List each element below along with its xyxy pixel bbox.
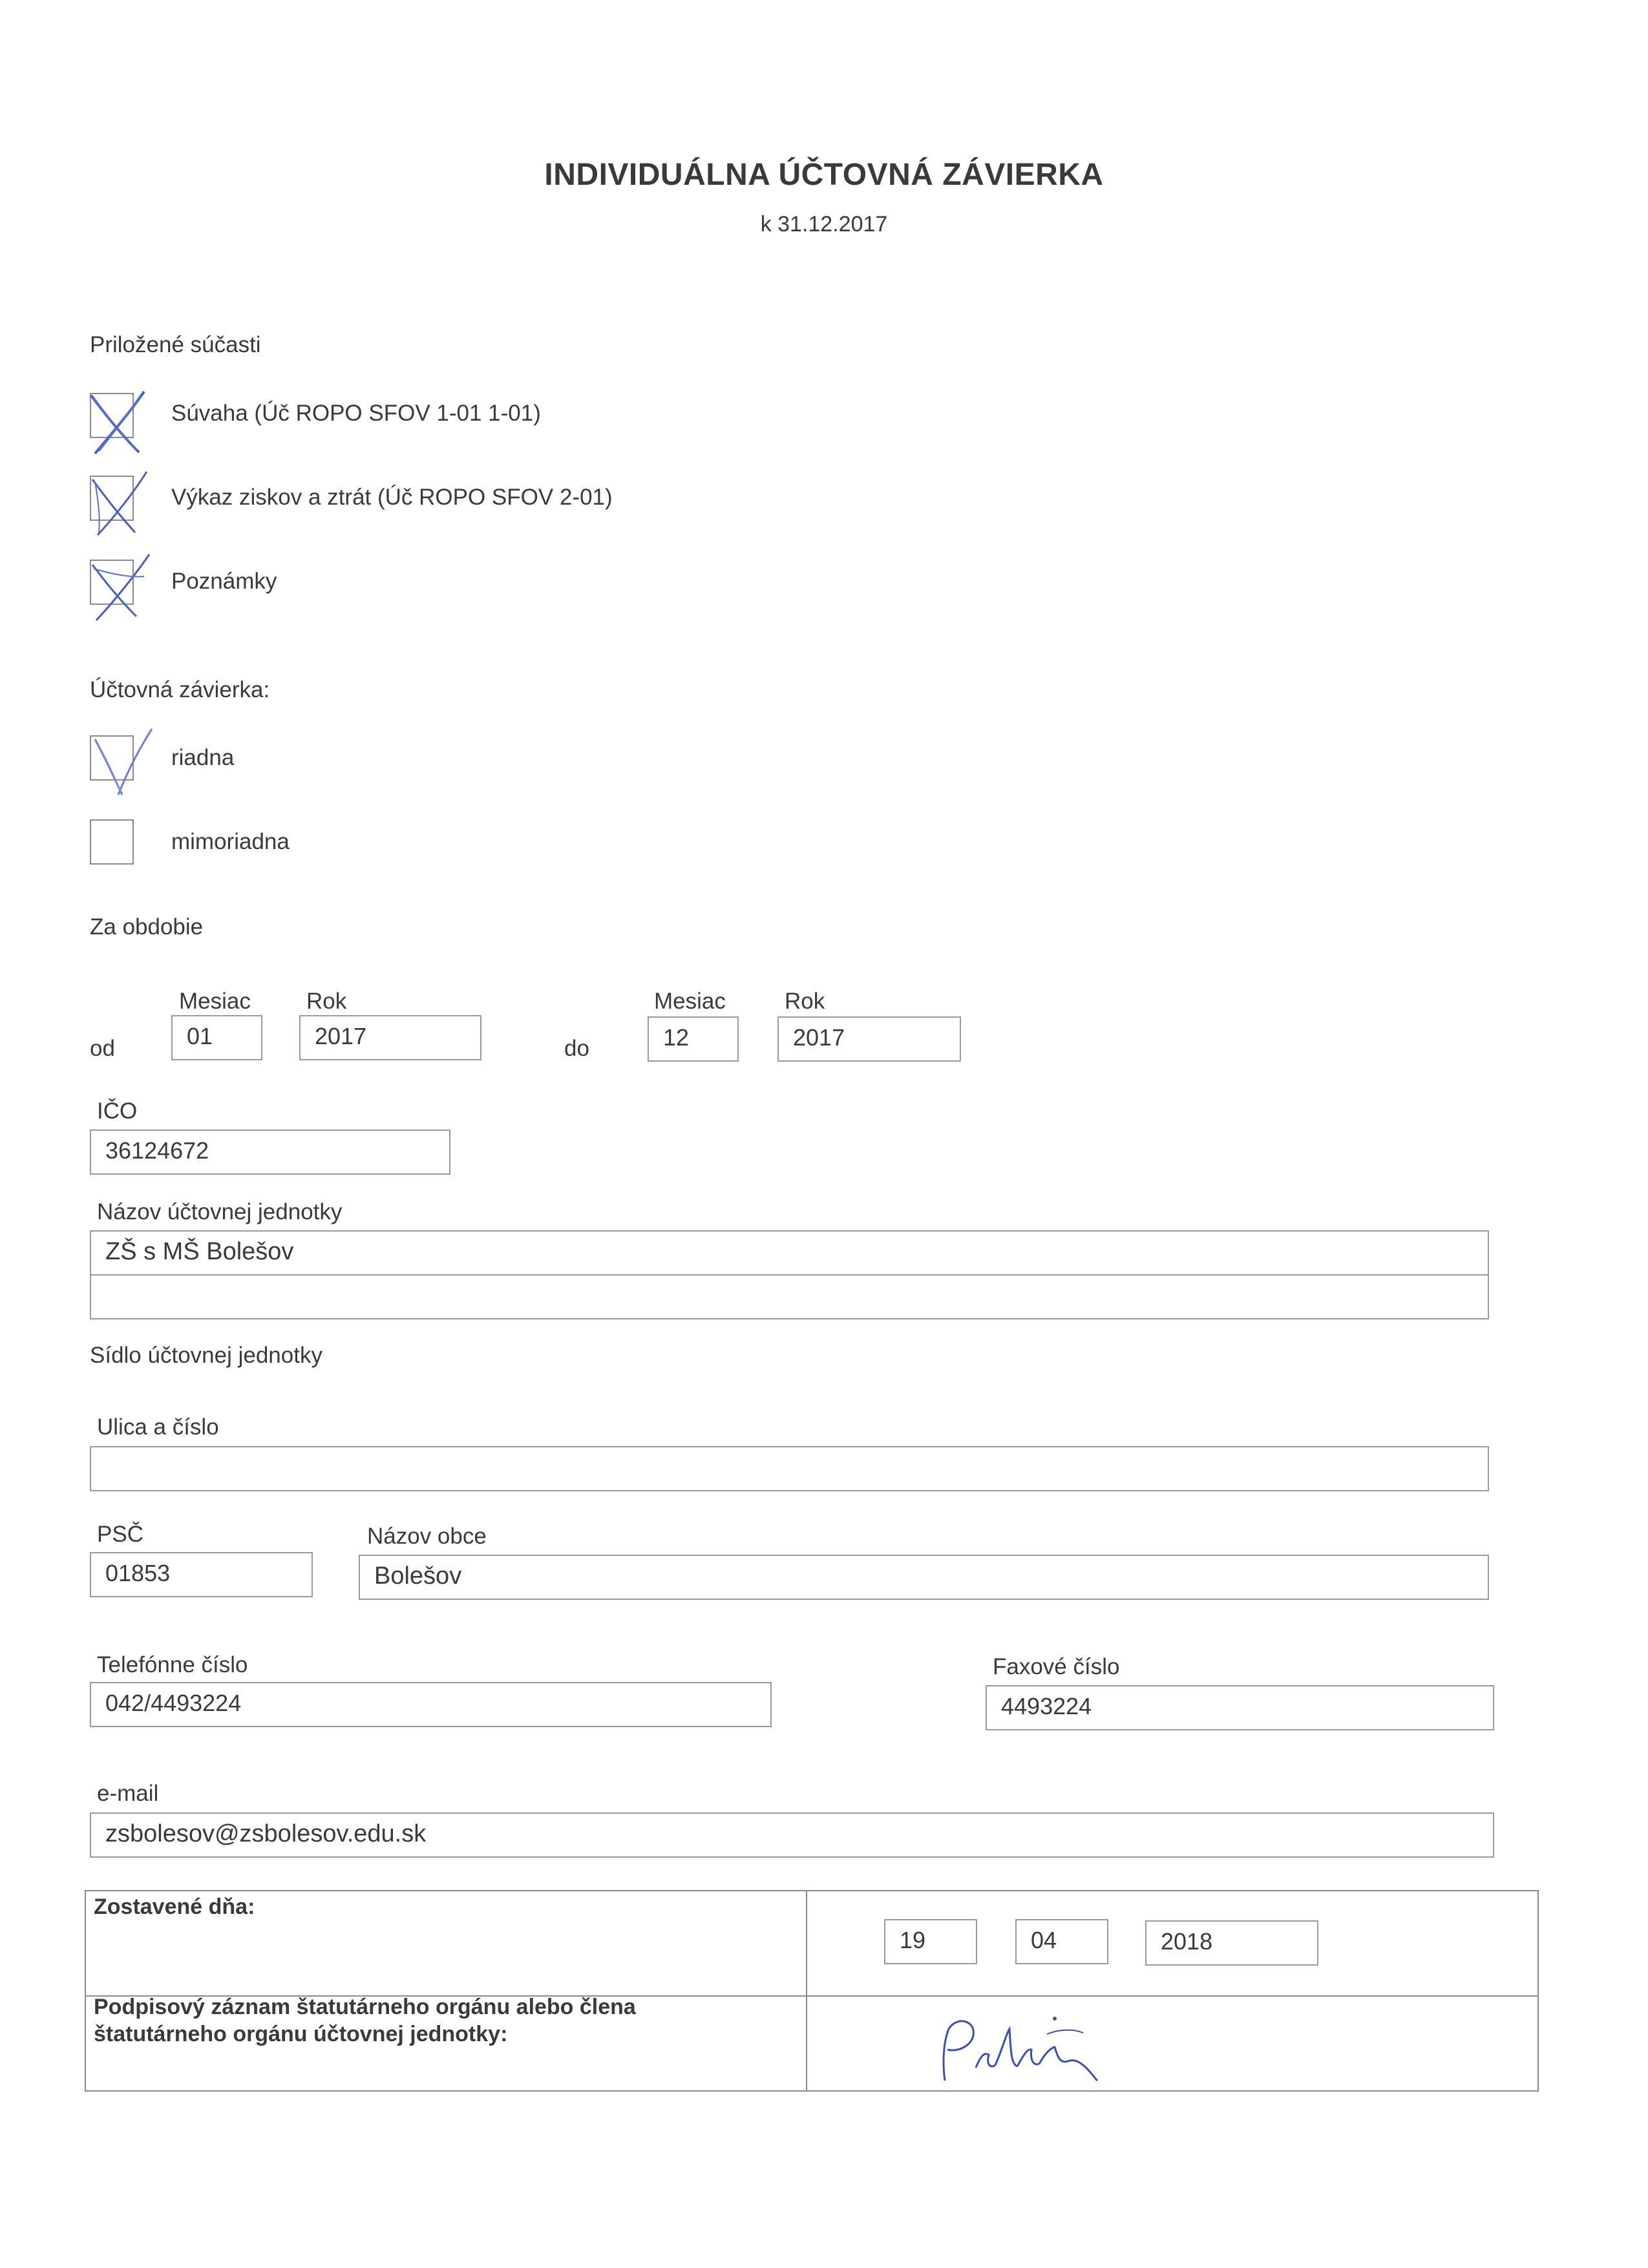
to-label: do [564,1036,589,1061]
checkbox-poznamky[interactable] [90,560,134,605]
entity-name-field-line1[interactable]: ZŠ s MŠ Bolešov [90,1230,1489,1276]
street-field[interactable] [90,1446,1489,1491]
page-title: INDIVIDUÁLNA ÚČTOVNÁ ZÁVIERKA [544,158,1104,192]
from-month-field[interactable]: 01 [171,1015,262,1060]
signature-label: Podpisový záznam štatutárneho orgánu alebo člena štatutárneho orgánu účtovnej jednotky: [94,1995,636,2046]
from-year-field[interactable]: 2017 [299,1015,481,1060]
ico-label: IČO [97,1098,138,1124]
attachment-item-label: Výkaz ziskov a ztrát (Úč ROPO SFOV 2-01) [171,485,613,510]
check-mark-icon [82,549,153,620]
page-subtitle: k 31.12.2017 [760,212,888,236]
from-month-label: Mesiac [179,989,251,1014]
to-year-field[interactable]: 2017 [777,1016,961,1062]
to-month-field[interactable]: 12 [648,1016,739,1062]
street-label: Ulica a číslo [97,1414,219,1440]
from-label: od [90,1036,115,1061]
attachment-item-label: Súvaha (Úč ROPO SFOV 1-01 1-01) [171,401,541,426]
statement-type-label: Účtovná závierka: [90,677,270,702]
check-mark-icon [82,383,153,454]
entity-name-field-line2[interactable] [90,1274,1489,1319]
check-mark-icon [82,725,153,796]
table-divider-vertical [806,1890,807,2092]
ico-field[interactable]: 36124672 [90,1129,450,1175]
checkbox-riadna[interactable] [90,735,134,781]
psc-label: PSČ [97,1522,143,1547]
compiled-label: Zostavené dňa: [94,1895,255,1919]
seat-label: Sídlo účtovnej jednotky [90,1343,322,1368]
checkbox-suvaha[interactable] [90,393,134,438]
city-label: Názov obce [367,1524,487,1549]
fax-field[interactable]: 4493224 [986,1685,1494,1730]
compiled-day-field[interactable]: 19 [884,1919,977,1964]
to-month-label: Mesiac [654,989,726,1014]
attachments-label: Priložené súčasti [90,332,261,357]
statement-option-label: mimoriadna [171,829,290,854]
check-mark-icon [82,465,153,536]
from-year-label: Rok [306,989,347,1014]
signature-table [85,1890,1539,2092]
email-field[interactable]: zsbolesov@zsbolesov.edu.sk [90,1812,1494,1858]
checkbox-mimoriadna[interactable] [90,819,134,865]
compiled-month-field[interactable]: 04 [1015,1919,1108,1964]
psc-field[interactable]: 01853 [90,1552,313,1597]
city-field[interactable]: Bolešov [359,1555,1489,1600]
statement-option-label: riadna [171,745,235,770]
to-year-label: Rok [785,989,825,1014]
period-label: Za obdobie [90,914,204,940]
phone-label: Telefónne číslo [97,1652,248,1677]
entity-name-label: Názov účtovnej jednotky [97,1199,343,1224]
fax-label: Faxové číslo [993,1654,1120,1679]
handwritten-signature-icon [931,2010,1137,2094]
attachment-item-label: Poznámky [171,569,277,594]
compiled-year-field[interactable]: 2018 [1145,1920,1318,1966]
checkbox-vykaz[interactable] [90,476,134,521]
phone-field[interactable]: 042/4493224 [90,1682,772,1727]
email-label: e-mail [97,1781,159,1806]
